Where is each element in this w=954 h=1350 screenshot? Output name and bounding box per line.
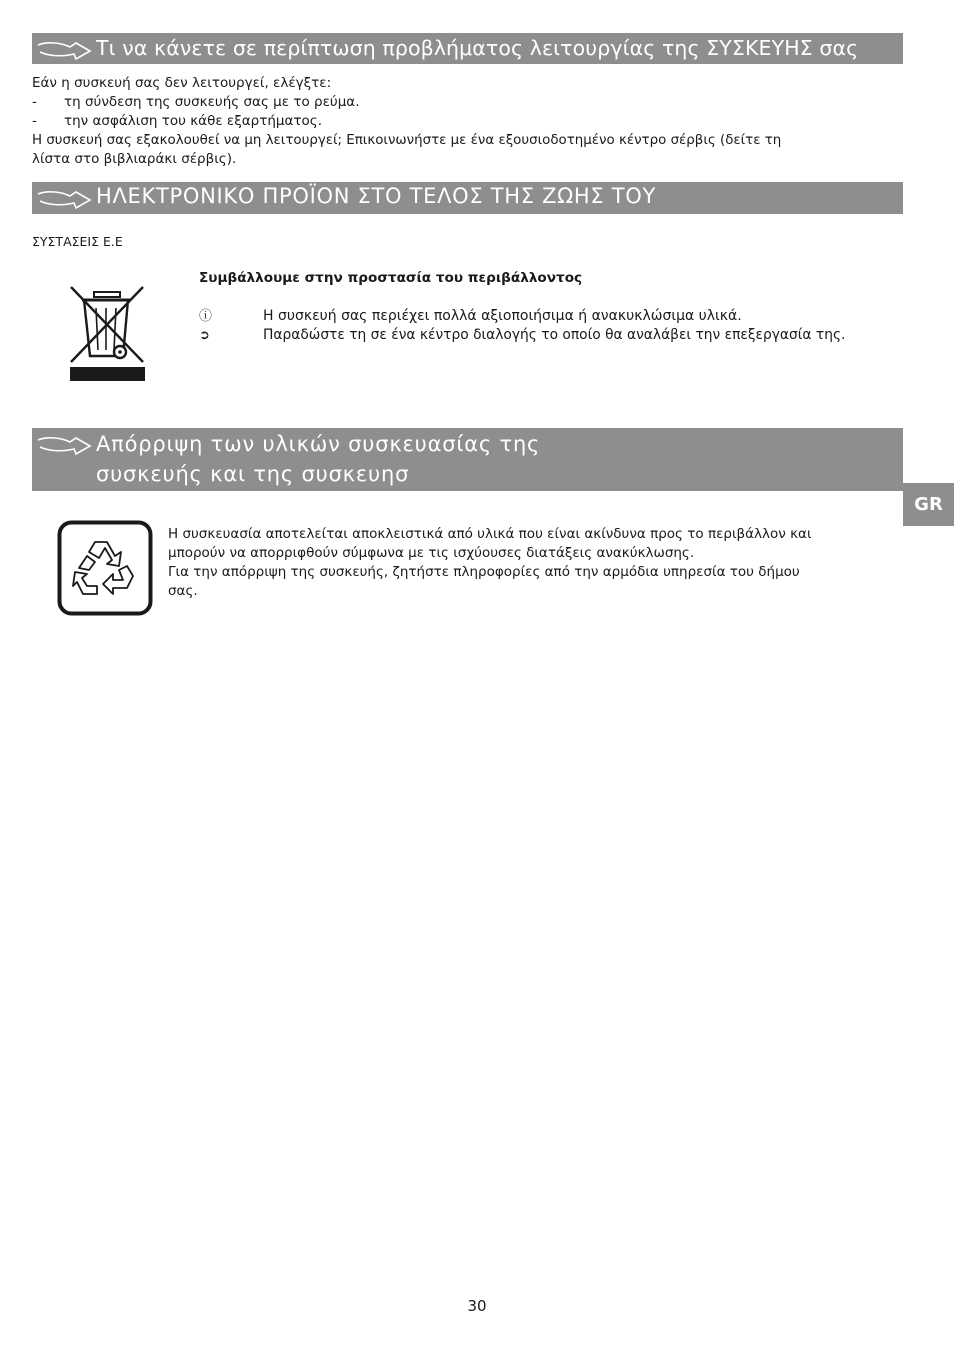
section-title-line2: συσκευής και της συσκευησ [96,462,410,486]
packaging-text-line1: Η συσκευασία αποτελείται αποκλειστικά από υλικά που είναι ακίνδυνα προς το περιβάλλον και [168,526,812,542]
list-dash: - [32,94,37,110]
hand-arrow-icon [36,188,92,210]
arrow-bullet-icon: ➲ [199,328,210,343]
info-icon: ⓘ [199,309,213,324]
section-header-end-of-life [32,182,903,214]
section-title: ΗΛΕΚΤΡΟΝΙΚΟ ΠΡΟΪΟΝ ΣΤΟ ΤΕΛΟΣ ΤΗΣ ΖΩΗΣ ΤΟΥ [96,184,657,208]
support-text-line1: Η συσκευή σας εξακολουθεί να μη λειτουργεί; Επικοινωνήστε με ένα εξουσιοδοτημένο κέντρο σέρβις (δείτε τη [32,133,782,148]
eu-recommendations-label: ΣΥΣΤΑΣΕΙΣ Ε.Ε [32,234,123,249]
packaging-text-line2: μπορούν να απορριφθούν σύμφωνα με τις ισχύουσες διατάξεις ανακύκλωσης. [168,545,695,561]
packaging-text-line3: Για την απόρριψη της συσκευής, ζητήστε πληροφορίες από την αρμόδια υπηρεσία του δήμου [168,564,800,580]
hand-arrow-icon [36,39,92,61]
list-item: την ασφάλιση του κάθε εξαρτήματος. [64,113,322,129]
hand-arrow-icon [36,434,92,456]
support-text-line2: λίστα στο βιβλιαράκι σέρβις). [32,151,237,167]
crossed-out-bin-icon [68,284,146,382]
recycle-icon [57,520,153,616]
intro-text: Εάν η συσκευή σας δεν λειτουργεί, ελέγξτε: [32,75,332,91]
page-number: 30 [467,1297,487,1315]
collection-center-text: Παραδώστε τη σε ένα κέντρο διαλογής το οποίο θα αναλάβει την επεξεργασία της. [263,327,846,343]
recyclable-materials-text: Η συσκευή σας περιέχει πολλά αξιοποιήσιμα ή ανακυκλώσιμα υλικά. [263,308,742,324]
list-item: τη σύνδεση της συσκευής σας με το ρεύμα. [64,94,360,110]
environment-heading: Συμβάλλουμε στην προστασία του περιβάλλοντος [199,270,583,286]
section-header-packaging [32,428,903,491]
section-title: Τι να κάνετε σε περίπτωση προβλήματος λειτουργίας της ΣΥΣΚΕΥΗΣ σας [96,36,859,60]
language-tab: GR [903,483,954,526]
section-title-line1: Απόρριψη των υλικών συσκευασίας της [96,432,541,456]
list-dash: - [32,113,37,129]
packaging-text-line4: σας. [168,583,198,599]
section-header-troubleshooting [32,33,903,64]
